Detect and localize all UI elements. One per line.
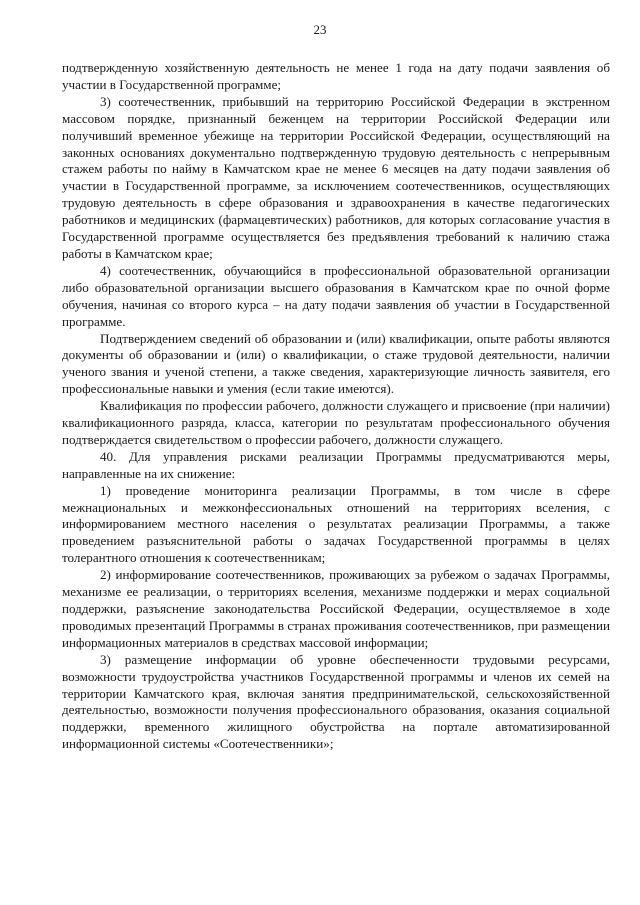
paragraph-confirmation: Подтверждением сведений об образовании и (или) квалификации, опыте работы являются документы об образовании и (или) о квалификации, о стаже трудовой деятельности, наличии ученого звания и ученой степени, а также сведения, характеризующие личность заявителя, его профессиональные навыки и умения (если такие имеются).	[62, 330, 610, 397]
document-body	[62, 60, 610, 753]
paragraph-section-40: 40. Для управления рисками реализации Программы предусматриваются меры, направленные на их снижение:	[62, 448, 610, 481]
paragraph-continuation: подтвержденную хозяйственную деятельность не менее 1 года на дату подачи заявления об участии в Государственной программе;	[62, 60, 610, 92]
paragraph-item-4: 4) соотечественник, обучающийся в профессиональной образовательной организации либо образовательной организации высшего образования в Камчатском крае по очной форме обучения, начиная со второго курса – на дату подачи заявления об участии в Государственной программе.	[62, 262, 610, 329]
paragraph-qualification: Квалификация по профессии рабочего, должности служащего и присвоение (при наличии) квалификационного разряда, класса, категории по результатам профессионального обучения подтверждается свидетельством о профессии рабочего, должности служащего.	[62, 398, 610, 447]
paragraph-measure-1: 1) проведение мониторинга реализации Программы, в том числе в сфере межнациональных и межконфессиональных отношений на территориях вселения, с информированием местного населения о результатах реализации Программы, а также проведением разъяснительной работы о задачах Государственной программы в целях толерантного отношения к соотечественникам;	[62, 482, 610, 566]
paragraph-measure-2: 2) информирование соотечественников, проживающих за рубежом о задачах Программы, механизме ее реализации, о территориях вселения, механизме поддержки и мерах социальной поддержки, разъяснение законодательства Российской Федерации, осуществляемое в ходе проводимых презентаций Программы в странах проживания соотечественников, при размещении информационных материалов в средствах массовой информации;	[62, 567, 610, 650]
page-number: 23	[313, 22, 327, 37]
paragraph-item-3: 3) соотечественник, прибывший на территорию Российской Федерации в экстренном массовом порядке, признанный беженцем на территории Российской Федерации или получивший временное убежище на территории Российской Федерации, осуществляющий на законных основаниях документально подтвержденную трудовую деятельность с непрерывным стажем работы по найму в Камчатском крае не менее 6 месяцев на дату подачи заявления об участии в Государственной программе, за исключением соотечественников, осуществляющих трудовую деятельность в сфере образования и здравоохранения в качестве педагогических работников и медицинских (фармацевтических) работников, для которых согласование участия в Государственной программе осуществляется без предъявления требований к наличию стажа работы в Камчатском крае;	[62, 93, 610, 261]
paragraph-measure-3: 3) размещение информации об уровне обеспеченности трудовыми ресурсами, возможности трудоустройства участников Государственной программы и членов их семей на территории Камчатского края, включая занятия предпринимательской, сельскохозяйственной деятельностью, возможности получения профессионального образования, оказания социальной поддержки, временного жилищного обустройства на портале автоматизированной информационной системы «Соотечественники»;	[62, 651, 610, 752]
